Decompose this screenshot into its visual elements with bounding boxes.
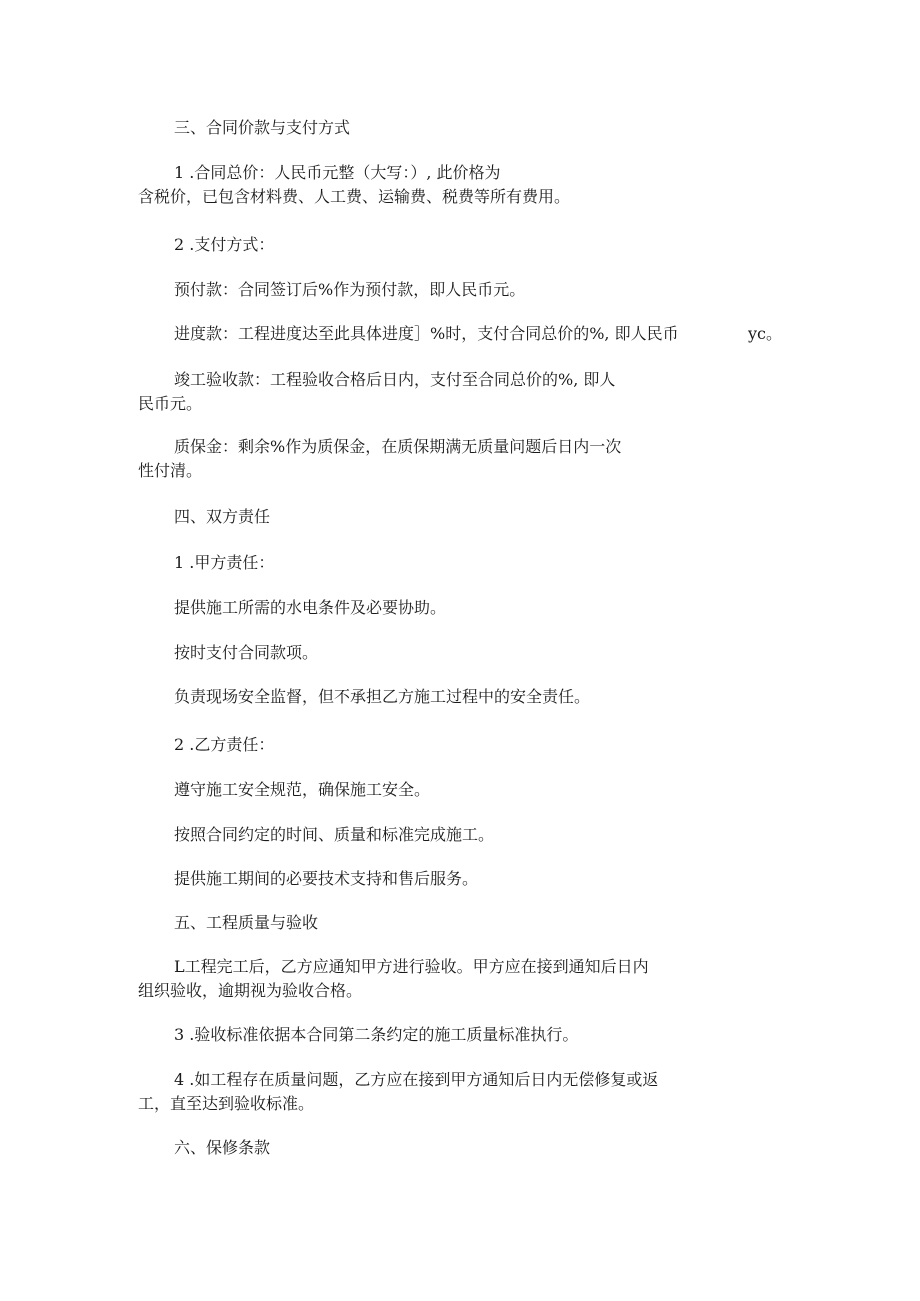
party-b-item: 遵守施工安全规范，确保施工安全。	[174, 780, 431, 799]
section-5-heading: 五、工程质量与验收	[174, 913, 319, 932]
party-a-title: 1 .甲方责任：	[174, 553, 275, 572]
section-6-heading: 六、保修条款	[174, 1138, 271, 1157]
party-b-title: 2 .乙方责任：	[174, 735, 275, 754]
section-5-item-1-line-2: 组织验收，逾期视为验收合格。	[138, 981, 363, 1000]
party-b-item: 按照合同约定的时间、质量和标准完成施工。	[174, 825, 495, 844]
party-a-item: 提供施工所需的水电条件及必要协助。	[174, 598, 447, 617]
completion-payment-line-1: 竣工验收款：工程验收合格后日内，支付至合同总价的%, 即人	[174, 370, 616, 389]
section-4-heading: 四、双方责任	[174, 507, 271, 526]
warranty-deposit-line-1: 质保金：剩余%作为质保金，在质保期满无质量问题后日内一次	[174, 437, 622, 456]
section-3-heading: 三、合同价款与支付方式	[174, 118, 351, 137]
party-a-item: 负责现场安全监督，但不承担乙方施工过程中的安全责任。	[174, 687, 591, 706]
section-3-item-2: 2 .支付方式：	[174, 235, 275, 254]
section-5-item-4-line-2: 工，直至达到验收标准。	[138, 1094, 315, 1113]
section-3-item-1-line-1: 1 .合同总价：人民币元整（大写：）, 此价格为	[174, 163, 501, 182]
party-a-item: 按时支付合同款项。	[174, 643, 319, 662]
party-b-item: 提供施工期间的必要技术支持和售后服务。	[174, 869, 479, 888]
completion-payment-line-2: 民币元。	[138, 394, 203, 413]
section-5-item-3: 3 .验收标准依据本合同第二条约定的施工质量标准执行。	[174, 1025, 579, 1044]
progress-payment-tail: yc。	[748, 324, 783, 343]
section-5-item-4-line-1: 4 .如工程存在质量问题，乙方应在接到甲方通知后日内无偿修复或返	[174, 1070, 659, 1089]
section-3-item-1-line-2: 含税价，已包含材料费、人工费、运输费、税费等所有费用。	[138, 187, 571, 206]
section-5-item-1-line-1: L工程完工后，乙方应通知甲方进行验收。甲方应在接到通知后日内	[174, 957, 649, 976]
warranty-deposit-line-2: 性付清。	[138, 461, 203, 480]
progress-payment-paragraph: 进度款：工程进度达至此具体进度］%时，支付合同总价的%, 即人民币	[174, 324, 679, 343]
prepayment-paragraph: 预付款：合同签订后%作为预付款，即人民币元。	[174, 280, 526, 299]
